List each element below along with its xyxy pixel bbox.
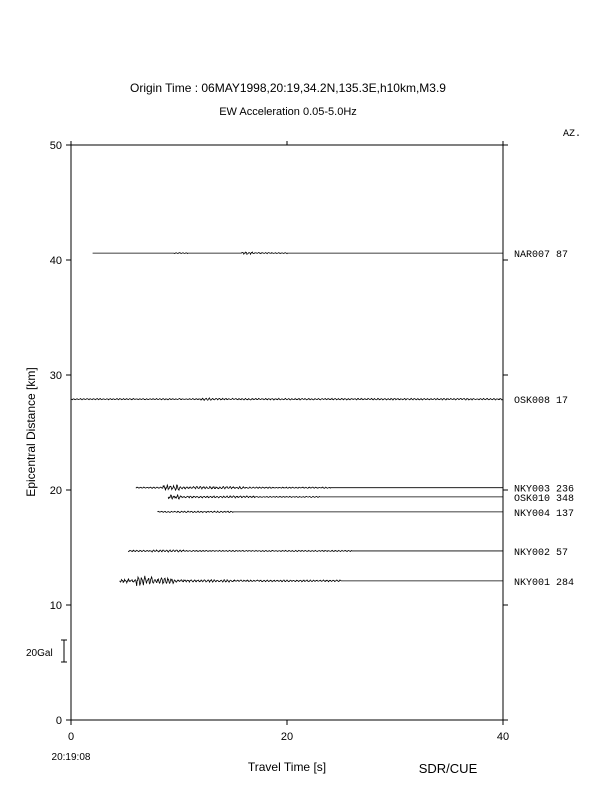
waveform-trace-nar007 — [93, 252, 503, 254]
station-label: NKY002 57 — [514, 547, 569, 559]
traces-group — [71, 250, 574, 589]
waveform-trace-osk010 — [168, 495, 503, 500]
y-tick-label: 40 — [49, 255, 62, 267]
x-axis-label: Travel Time [s] — [247, 760, 327, 774]
waveform-trace-nky001 — [120, 576, 503, 586]
y-tick-label: 50 — [49, 140, 62, 152]
x-tick-label: 40 — [496, 731, 510, 743]
waveform-trace-osk008 — [71, 398, 503, 400]
station-label: NKY001 284 — [514, 577, 575, 589]
y-tick-label: 10 — [49, 600, 62, 612]
y-tick-label: 20 — [49, 485, 62, 497]
x-tick-label: 0 — [67, 731, 75, 743]
scale-bar-label: 20Gal — [26, 648, 53, 659]
y-tick-label: 0 — [55, 715, 62, 727]
chart-subtitle: EW Acceleration 0.05-5.0Hz — [219, 106, 357, 118]
credit-label: SDR/CUE — [418, 761, 478, 776]
station-label: OSK010 348 — [514, 493, 575, 505]
waveform-trace-nky002 — [128, 550, 502, 552]
y-tick-label: 30 — [49, 370, 62, 382]
scale-bar — [61, 640, 67, 662]
station-label: OSK008 17 — [514, 396, 569, 408]
station-label: NKY003 236 — [514, 484, 575, 496]
plot-frame — [71, 145, 503, 720]
y-axis-label: Epicentral Distance [km] — [24, 367, 38, 497]
waveform-trace-nky004 — [157, 511, 503, 512]
axes-group — [50, 140, 509, 743]
station-label: NKY004 137 — [514, 508, 575, 520]
x-tick-label: 20 — [280, 731, 294, 743]
x-start-time-label: 20:19:08 — [51, 752, 91, 763]
azimuth-column-header: AZ. — [563, 129, 582, 140]
waveform-trace-nky003 — [136, 485, 503, 490]
chart-title: Origin Time : 06MAY1998,20:19,34.2N,135.3E,h10km,M3.9 — [130, 81, 446, 95]
station-label: NAR007 87 — [514, 250, 569, 262]
